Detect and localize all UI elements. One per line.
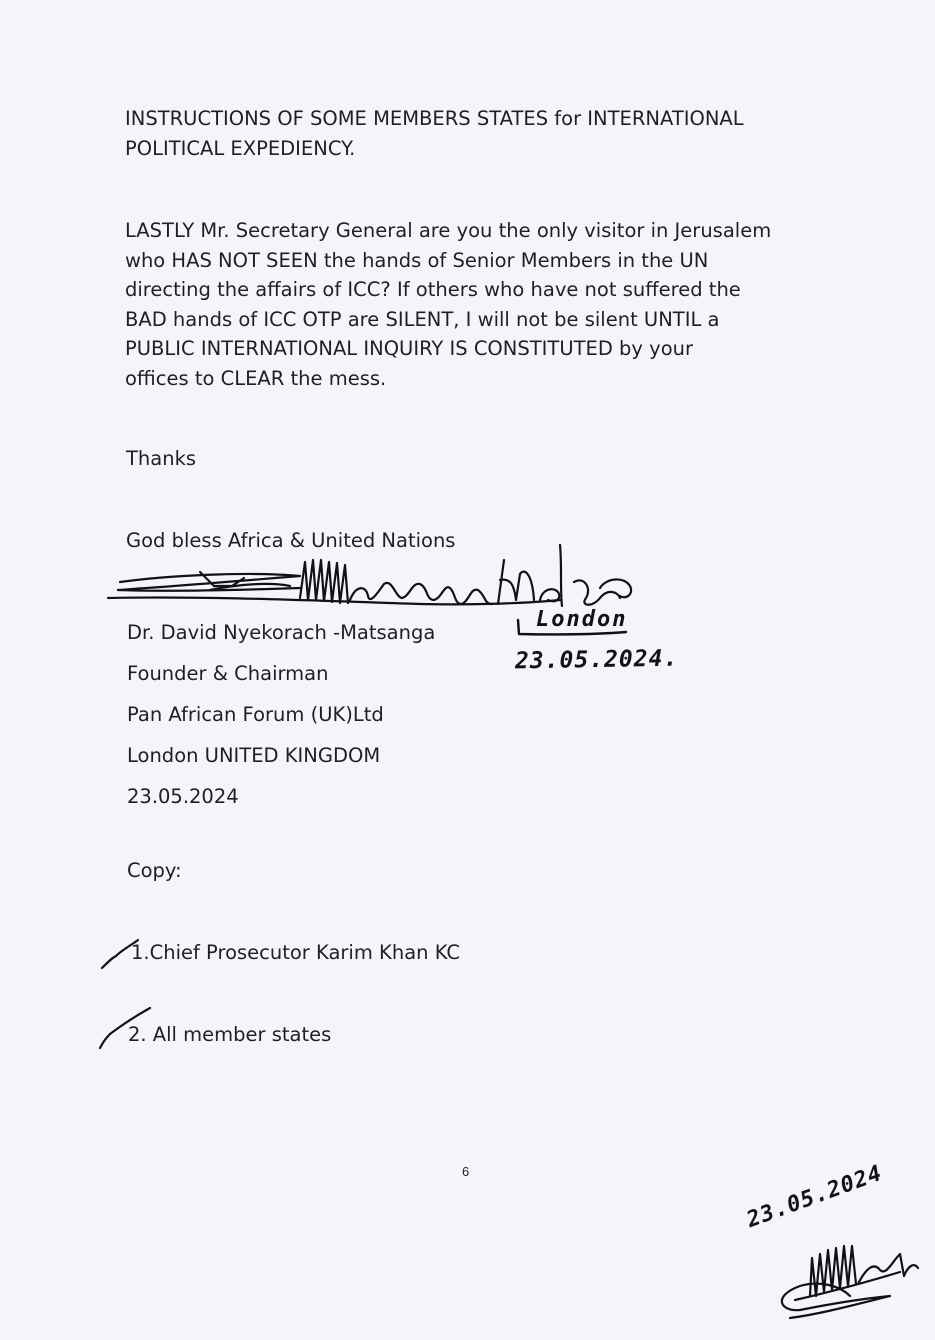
copy-label: Copy: <box>127 859 182 882</box>
signatory-role: Founder & Chairman <box>127 662 329 685</box>
copy-recipient-2: 2. All member states <box>128 1023 332 1046</box>
checkmark-icon <box>100 940 150 1048</box>
text-line: INSTRUCTIONS OF SOME MEMBERS STATES for INTERNATIONAL <box>125 107 744 130</box>
closing-thanks: Thanks <box>126 447 197 470</box>
copy-recipient-1: 1.Chief Prosecutor Karim Khan KC <box>131 941 461 964</box>
closing-blessing: God bless Africa & United Nations <box>126 529 456 552</box>
main-signature <box>108 545 631 606</box>
text-line: directing the affairs of ICC? If others who have not suffered the <box>125 278 741 301</box>
text-line: POLITICAL EXPEDIENCY. <box>125 136 356 160</box>
handwritten-date: 23.05.2024. <box>514 645 679 675</box>
signatory-organization: Pan African Forum (UK)Ltd <box>127 703 384 726</box>
text-line: PUBLIC INTERNATIONAL INQUIRY IS CONSTITUTED by your <box>125 337 694 360</box>
handwritten-place: London <box>536 607 628 632</box>
text-line: BAD hands of ICC OTP are SILENT, I will not be silent UNTIL a <box>125 307 720 331</box>
signatory-location: London UNITED KINGDOM <box>127 744 381 767</box>
handwritten-corner-date: 23.05.2024 <box>743 1160 886 1233</box>
text-line: who HAS NOT SEEN the hands of Senior Members in the UN <box>125 248 709 272</box>
signatory-name: Dr. David Nyekorach -Matsanga <box>127 621 436 644</box>
corner-signature <box>782 1246 918 1318</box>
london-scribble <box>518 620 626 634</box>
signature-date: 23.05.2024 <box>127 785 239 808</box>
page-number: 6 <box>462 1164 470 1179</box>
text-line: offices to CLEAR the mess. <box>125 366 387 390</box>
text-line: LASTLY Mr. Secretary General are you the only visitor in Jerusalem <box>125 219 772 242</box>
